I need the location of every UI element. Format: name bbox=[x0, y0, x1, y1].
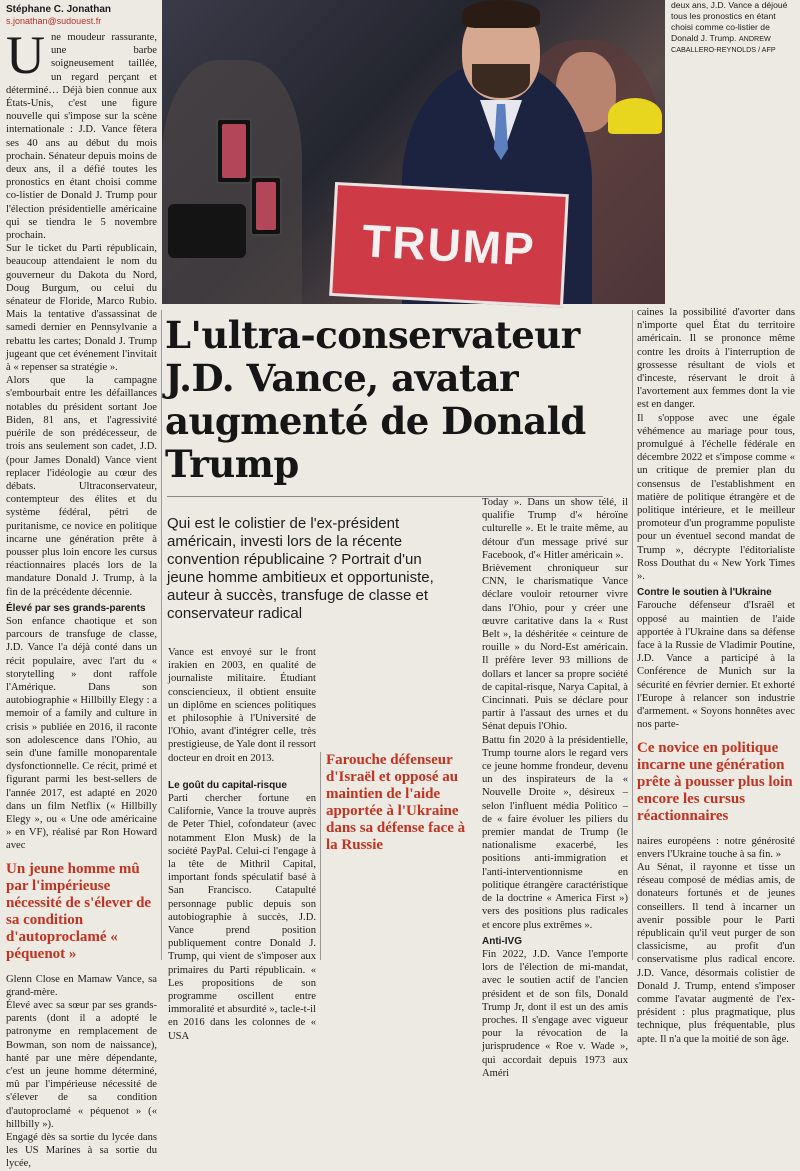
col5-paragraph-2: Il s'oppose avec une égale véhémence au mariage pour tous, promulgué à l'échelle fédérale en décembre 2022 et s'impose comme « un critique de premier plan du consensus de l'establishment en matière de politique étrangère et de politique intérieure, et le meilleur promoteur d'un programme populiste pour un éventuel second mandat de Trump », décrypte l'éditorialiste Ross Douthat du « New York Times ». bbox=[637, 412, 795, 583]
yellow-cap-shape bbox=[608, 98, 662, 134]
col5-paragraph-5: Au Sénat, il rayonne et tisse un réseau composé de médias amis, de donateurs fortunés et de jeunes conseillers. Il tend à incarner un avenir possible pour le Parti républicain qu'il veut purger de son classicisme, au profit d'un conservatisme plus radical encore. J.D. Vance, désormais colistier de Donald J. Trump, entend s'imposer comme l'avatar augmenté de l'ex-président : plus pragmatique, plus technique, plus fréquentable, plus apte. Il n'a que la moitié de son âge. bbox=[637, 861, 795, 1045]
col2-subhead: Le goût du capital-risque bbox=[168, 779, 287, 791]
col4-paragraph-3: Battu fin 2020 à la présidentielle, Trump tourne alors le regard vers ce jeune homme frondeur, devenu un des inspirateurs de la « Nouvelle Droite », désireux – selon l'influent média Politico – de « faire évoluer les piliers du premier mandat de Trump (le nationalisme exacerbé, les positions anti-immigration et l'anti-interventionnisme en politique étrangère caractéristique de la doctrine « America First ») vers des positions plus radicales et encore plus extrêmes ». bbox=[482, 734, 628, 931]
col4-subhead: Anti-IVG bbox=[482, 935, 522, 947]
col5-paragraph-1: caines la possibilité d'avorter dans n'importe quel État du territoire américain. Il se prononce même contre les droits à l'interruption de grossesse résultant de viols et d'inceste, réservant le droit à l'avortement aux femmes dont la vie est en danger. bbox=[637, 307, 795, 411]
col1-paragraph-5: Glenn Close en Mamaw Vance, sa grand-mère. bbox=[6, 973, 157, 998]
col1-paragraph-4: Son enfance chaotique et son parcours de transfuge de classe, J.D. Vance l'a déjà conté dans un récit populaire, avec l'art du « storytelling » dont raffole l'Amérique. Dans son autobiographie « Hillbilly Elegy : a memoir of a family and culture in crisis » publiée en 2016, il raconte son adolescence dans l'Ohio, au sein d'une famille monoparentale dysfonctionnelle. Ce récit, primé et figurant parmi les best-sellers de l'année 2017, est adapté en 2020 dans un film Netflix (« Hillbilly Elegy », ou « Une ode américaine » en VF), réalisé par Ron Howard avec bbox=[6, 615, 157, 852]
col4-paragraph-2: Brièvement chroniqueur sur CNN, le charismatique Vance déclare vouloir retourner vivre dans l'Ohio, pour y créer une œuvre caritative dans la « Rust Belt », la déshéritée « ceinture de rouille » du Nord-Est américain. Il préfère lever 93 millions de dollars et lancer sa propre société de capital-risque, Narya Capital, à Cincinnati. Puis se déclare pour partir à l'assaut des urnes et du Sénat depuis l'Ohio. bbox=[482, 563, 628, 733]
col1-pull-quote: Un jeune homme mû par l'impérieuse nécessité de s'élever de sa condition d'autoproclamé « péquenot » bbox=[6, 860, 152, 962]
photo-caption-text bbox=[671, 0, 794, 55]
col5-paragraph-3: Farouche défenseur d'Israël et opposé au maintien de l'aide apportée à l'Ukraine dans sa défense face à la Russie de Vladimir Poutine, J.D. Vance a participé à la Conférence de Munich sur la sécurité en février dernier. Et exhorté l'Europe à relancer son industrie d'armement. « Soyons honnêtes avec nos parte- bbox=[637, 600, 795, 731]
author-email[interactable]: s.jonathan@sudouest.fr bbox=[6, 16, 102, 26]
col1-paragraph-1-text: ne moudeur rassurante, une barbe soigneusement taillée, un regard perçant et déterminé… Déjà bien connue aux États-Unis, c'est une figure nouvelle qui s'impose sur la scène internationale : J.D. Vance fêtera ses 40 ans au début du mois prochain. Sénateur depuis moins de deux ans, il a défié toutes les pronostics en étant choisi comme co-listier de Donald J. Trump pour l'élection présidentielle américaine qui se tiendra le 5 novembre prochain. bbox=[6, 32, 157, 242]
beard-shape bbox=[472, 64, 530, 98]
col5-paragraph-4: naires européens : notre générosité envers l'Ukraine touche à sa fin. » bbox=[637, 835, 795, 860]
col1-paragraph-6: Élevé avec sa sœur par ses grands-parents (dont il a adopté le patronyme en remplacement de Bowman, son nom de naissance), hanté par une mère dépendante, c'est un jeune homme déterminé, mû par l'impérieuse nécessité de s'élever de sa condition d'autoproclamé « péquenot » (« hillbilly »). bbox=[6, 1000, 157, 1130]
col1-paragraph-1 bbox=[6, 25, 157, 242]
col5-pull-quote: Ce novice en politique incarne une génération prête à pousser plus loin encore les cursus réactionnaires bbox=[637, 739, 793, 824]
col4-paragraph-1: Today ». Dans un show télé, il qualifie Trump d'« héroïne culturelle ». Et le traite même, au détour d'un message privé sur Facebook, d'« Hitler américain ». bbox=[482, 497, 628, 561]
column-4 bbox=[482, 496, 628, 1079]
column-rule-2 bbox=[320, 752, 321, 960]
col1-subhead: Élevé par ses grands-parents bbox=[6, 602, 146, 614]
smartphone-icon bbox=[216, 118, 252, 184]
photo-credit: ANDREW CABALLERO-REYNOLDS / AFP bbox=[671, 34, 776, 54]
campaign-sign bbox=[329, 182, 569, 308]
author-name: Stéphane C. Jonathan bbox=[6, 4, 112, 15]
col1-paragraph-7: Engagé dès sa sortie du lycée dans les US Marines à sa sortie du lycée, bbox=[6, 1132, 157, 1170]
column-5 bbox=[637, 306, 795, 1045]
column-rule-1 bbox=[161, 310, 162, 960]
camera-icon bbox=[168, 204, 246, 258]
col2-paragraph-2: Parti chercher fortune en Californie, Vance la trouve auprès de Peter Thiel, cofondateur (avec notamment Elon Musk) de la société PayPal. Celui-ci l'engage à la tête de Mithril Capital, important fonds spéculatif basé à San Francisco. Catapulté personnage public depuis son autobiographie à succès, J.D. Vance prend position publiquement contre Donald J. Trump, qui vient de s'imposer aux primaires du Parti républicain. « Les propositions de son programme oscillent entre immoralité et absurdité », tacle-t-il en 2016 dans les colonnes de « USA bbox=[168, 793, 316, 1042]
column-rule-4 bbox=[632, 310, 633, 960]
col3-pull-quote: Farouche défenseur d'Israël et opposé au maintien de l'aide apportée à l'Ukraine dans sa défense face à la Russie bbox=[326, 752, 466, 853]
column-2 bbox=[168, 646, 316, 1042]
photo-caption-body: deux ans, J.D. Vance a déjoué tous les pronostics en étant choisi comme co-listier de Donald J. Trump. bbox=[671, 0, 788, 43]
col1-paragraph-2: Sur le ticket du Parti républicain, beaucoup attendaient le nom du gouverneur du Dakota du Nord, Doug Burgum, ou celui du sénateur de Floride, Marco Rubio. Mais la tentative d'assassinat de samedi dernier en Pennsylvanie a rebattu les cartes; Donald J. Trump jugeant que cet événement l'invitait à « repenser sa stratégie ». bbox=[6, 243, 157, 374]
column-3 bbox=[326, 752, 472, 862]
photo-caption bbox=[671, 0, 794, 60]
hair-shape bbox=[462, 0, 540, 28]
smartphone-icon-2 bbox=[250, 176, 282, 236]
column-1 bbox=[6, 4, 157, 1170]
col5-subhead: Contre le soutien à l'Ukraine bbox=[637, 587, 772, 599]
campaign-sign-text: TRUMP bbox=[360, 214, 538, 276]
article-standfirst: Qui est le colistier de l'ex-président américain, investi lors de la récente convention républicaine ? Portrait d'un jeune homme ambitieux et opportuniste, auteur à succès, transfuge de classe et conservateur radical bbox=[167, 515, 434, 622]
col4-paragraph-4: Fin 2022, J.D. Vance l'emporte lors de l'élection de mi-mandat, avec le soutien actif de l'ancien président et de son fils, Donald Trump Jr, dont il est un des amis proches. Il s'engage avec vigueur pour la révocation de la jurisprudence « Roe v. Wade », qui accordait depuis 1973 aux Améri bbox=[482, 948, 628, 1079]
drop-cap: U bbox=[6, 25, 45, 85]
col2-paragraph-1: Vance est envoyé sur le front irakien en 2003, en qualité de journaliste militaire. Étudiant consciencieux, il obtient ensuite un diplôme en sciences politiques et philosophie à l'Université de l'Ohio, avant d'intégrer celle, très prestigieuse, de Yale dont il ressort docteur en droit en 2013. bbox=[168, 647, 316, 764]
hero-photo bbox=[162, 0, 665, 304]
col1-paragraph-3: Alors que la campagne s'embourbait entre les défaillances notables du président sortant Joe Biden, 81 ans, et l'agressivité puérile de son prédécesseur, de trois ans seulement son cadet, J.D. (pour James Donald) Vance vient replacer l'idéologie au cœur des débats. Ultraconservateur, contempteur des élites et du système fédéral, pétri de puritanisme, ce novice en politique incarne une génération prête à pousser plus loin encore les cursus réactionnaires placés lors de la mandature Donald J. Trump, à la fin de la précédente décennie. bbox=[6, 375, 157, 598]
article-headline: L'ultra-conservateur J.D. Vance, avatar augmenté de Donald Trump bbox=[165, 313, 586, 486]
